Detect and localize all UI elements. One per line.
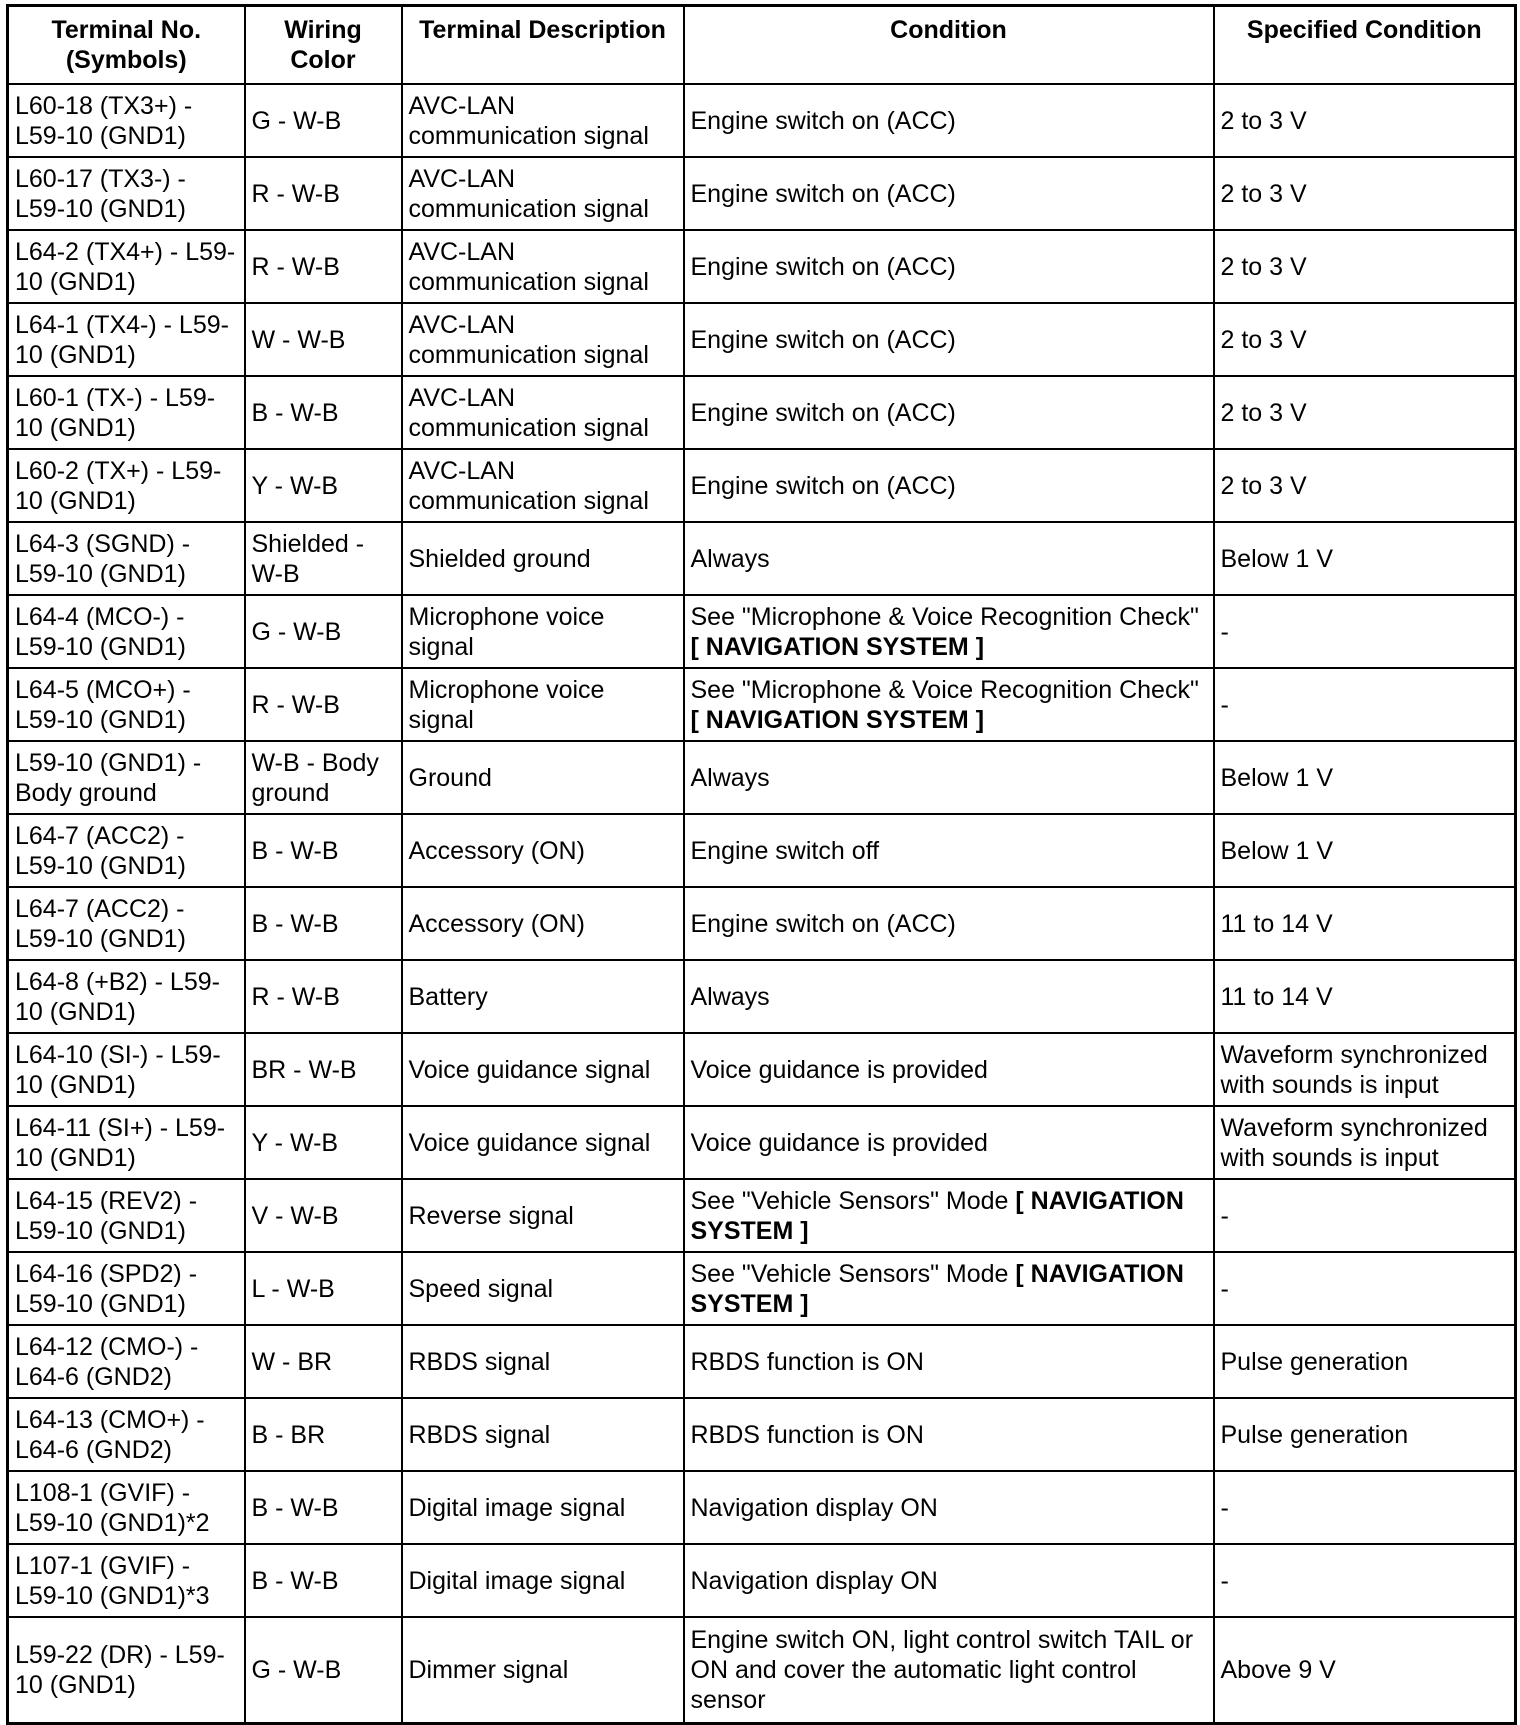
cell-wiring-color	[245, 1325, 402, 1398]
cell-description	[402, 814, 684, 887]
cell-terminal	[8, 814, 245, 887]
cell-wiring-color-text: B - W-B	[251, 909, 339, 938]
cell-terminal-text: L64-16 (SPD2) - L59-10 (GND1)	[15, 1259, 198, 1318]
table-row	[8, 1398, 1516, 1471]
cell-wiring-color	[245, 960, 402, 1033]
cell-terminal-text: L60-1 (TX-) - L59-10 (GND1)	[15, 383, 216, 442]
cell-description-text: AVC-LAN communication signal	[408, 164, 649, 223]
cell-condition	[684, 84, 1214, 157]
cell-wiring-color-text: W - W-B	[251, 325, 346, 354]
cell-terminal-text: L64-4 (MCO-) - L59-10 (GND1)	[15, 602, 186, 661]
cell-terminal-text: L59-10 (GND1) - Body ground	[15, 748, 202, 807]
cell-wiring-color	[245, 1471, 402, 1544]
cell-condition-text: See "Microphone & Voice Recognition Check"	[690, 602, 1199, 631]
cell-specified-condition-text: -	[1220, 1566, 1229, 1595]
cell-wiring-color-text: G - W-B	[251, 617, 342, 646]
cell-description-text: Dimmer signal	[408, 1656, 569, 1684]
cell-specified-condition	[1214, 1179, 1516, 1252]
cell-terminal	[8, 1325, 245, 1398]
cell-description-text: AVC-LAN communication signal	[408, 383, 649, 442]
cell-terminal	[8, 157, 245, 230]
table-row	[8, 230, 1516, 303]
cell-specified-condition-text: 11 to 14 V	[1220, 909, 1333, 938]
header-row	[8, 6, 1516, 85]
cell-terminal	[8, 1106, 245, 1179]
header-wiring-color: Wiring Color	[245, 6, 402, 85]
cell-condition	[684, 741, 1214, 814]
cell-specified-condition	[1214, 1398, 1516, 1471]
navigation-system-reference: [ NAVIGATION SYSTEM ]	[690, 705, 985, 734]
cell-wiring-color	[245, 449, 402, 522]
cell-condition-text: Always	[690, 763, 770, 792]
cell-wiring-color-text: Y - W-B	[251, 1128, 339, 1157]
table-row	[8, 1325, 1516, 1398]
cell-description	[402, 741, 684, 814]
cell-terminal	[8, 1398, 245, 1471]
table-row	[8, 960, 1516, 1033]
table-row	[8, 595, 1516, 668]
cell-condition	[684, 1033, 1214, 1106]
cell-wiring-color	[245, 595, 402, 668]
cell-description-text: Reverse signal	[408, 1201, 574, 1230]
cell-description-text: Speed signal	[408, 1274, 554, 1303]
cell-condition-text: Engine switch on (ACC)	[690, 325, 956, 354]
cell-wiring-color-text: B - W-B	[251, 1566, 339, 1595]
cell-description	[402, 668, 684, 741]
cell-description	[402, 1179, 684, 1252]
cell-condition	[684, 814, 1214, 887]
cell-specified-condition-text: Below 1 V	[1220, 763, 1334, 792]
cell-wiring-color-text: R - W-B	[251, 982, 340, 1011]
cell-condition	[684, 595, 1214, 668]
cell-terminal-text: L64-3 (SGND) - L59-10 (GND1)	[15, 529, 191, 588]
cell-condition	[684, 668, 1214, 741]
cell-wiring-color-text: W - BR	[251, 1347, 333, 1376]
cell-condition	[684, 449, 1214, 522]
cell-wiring-color	[245, 376, 402, 449]
cell-description	[402, 1544, 684, 1617]
cell-description-text: AVC-LAN communication signal	[408, 91, 649, 150]
cell-specified-condition-text: -	[1220, 617, 1229, 646]
cell-specified-condition	[1214, 668, 1516, 741]
cell-specified-condition	[1214, 595, 1516, 668]
cell-specified-condition-text: 2 to 3 V	[1220, 179, 1307, 208]
cell-terminal-text: L64-1 (TX4-) - L59-10 (GND1)	[15, 310, 229, 369]
cell-description	[402, 84, 684, 157]
cell-description-text: Accessory (ON)	[408, 836, 585, 865]
cell-specified-condition-text: 11 to 14 V	[1220, 982, 1333, 1011]
cell-wiring-color	[245, 1033, 402, 1106]
cell-condition-text: RBDS function is ON	[690, 1420, 924, 1449]
table-row	[8, 303, 1516, 376]
cell-condition	[684, 157, 1214, 230]
cell-condition	[684, 1398, 1214, 1471]
cell-description-text: RBDS signal	[408, 1420, 551, 1449]
cell-wiring-color-text: Shielded - W-B	[251, 529, 365, 588]
cell-description-text: Digital image signal	[408, 1566, 626, 1595]
cell-description-text: RBDS signal	[408, 1347, 551, 1376]
cell-specified-condition	[1214, 157, 1516, 230]
cell-terminal	[8, 960, 245, 1033]
cell-specified-condition	[1214, 741, 1516, 814]
cell-description	[402, 960, 684, 1033]
cell-terminal-text: L64-7 (ACC2) - L59-10 (GND1)	[15, 894, 186, 953]
cell-condition	[684, 303, 1214, 376]
cell-description	[402, 1325, 684, 1398]
table-body	[8, 84, 1516, 1724]
cell-wiring-color	[245, 157, 402, 230]
cell-wiring-color	[245, 1106, 402, 1179]
cell-terminal-text: L64-5 (MCO+) - L59-10 (GND1)	[15, 675, 191, 734]
cell-description	[402, 1471, 684, 1544]
cell-condition-text: Engine switch ON, light control switch TAIL or ON and cover the automatic light control sensor	[690, 1626, 1194, 1714]
cell-specified-condition-text: Below 1 V	[1220, 544, 1334, 573]
cell-specified-condition	[1214, 1544, 1516, 1617]
cell-terminal-text: L64-12 (CMO-) - L64-6 (GND2)	[15, 1332, 199, 1391]
cell-wiring-color	[245, 814, 402, 887]
cell-wiring-color-text: R - W-B	[251, 252, 340, 281]
cell-condition	[684, 887, 1214, 960]
cell-condition-text: Engine switch on (ACC)	[690, 398, 956, 427]
cell-terminal	[8, 449, 245, 522]
cell-condition	[684, 1179, 1214, 1252]
cell-specified-condition-text: -	[1220, 1493, 1229, 1522]
cell-wiring-color	[245, 1252, 402, 1325]
cell-condition-text: See "Microphone & Voice Recognition Check"	[690, 675, 1199, 704]
cell-condition-text: Engine switch on (ACC)	[690, 471, 956, 500]
cell-condition-text: Engine switch on (ACC)	[690, 179, 956, 208]
cell-description	[402, 1252, 684, 1325]
cell-terminal	[8, 1471, 245, 1544]
table-row	[8, 741, 1516, 814]
cell-terminal-text: L107-1 (GVIF) - L59-10 (GND1)*3	[15, 1551, 210, 1610]
cell-terminal-text: L64-7 (ACC2) - L59-10 (GND1)	[15, 821, 186, 880]
header-condition: Condition	[684, 6, 1214, 85]
cell-description-text: Voice guidance signal	[408, 1055, 651, 1084]
cell-specified-condition	[1214, 814, 1516, 887]
cell-terminal-text: L64-15 (REV2) - L59-10 (GND1)	[15, 1186, 198, 1245]
cell-description-text: Microphone voice signal	[408, 675, 605, 734]
cell-condition	[684, 1325, 1214, 1398]
cell-specified-condition	[1214, 1471, 1516, 1544]
cell-specified-condition-text: Waveform synchronized with sounds is input	[1220, 1113, 1488, 1172]
cell-description	[402, 1398, 684, 1471]
cell-condition	[684, 1471, 1214, 1544]
cell-condition-text: See "Vehicle Sensors" Mode	[690, 1259, 1009, 1288]
table-row	[8, 376, 1516, 449]
cell-terminal-text: L64-13 (CMO+) - L64-6 (GND2)	[15, 1405, 205, 1464]
cell-wiring-color-text: G - W-B	[251, 1656, 342, 1684]
cell-terminal	[8, 1252, 245, 1325]
cell-condition-text: Voice guidance is provided	[690, 1055, 988, 1084]
cell-terminal-text: L64-10 (SI-) - L59-10 (GND1)	[15, 1040, 221, 1099]
cell-specified-condition	[1214, 376, 1516, 449]
table-header	[8, 6, 1516, 85]
cell-terminal	[8, 1544, 245, 1617]
cell-wiring-color-text: B - BR	[251, 1420, 326, 1449]
cell-terminal-text: L60-17 (TX3-) - L59-10 (GND1)	[15, 164, 186, 223]
cell-specified-condition	[1214, 1252, 1516, 1325]
cell-specified-condition	[1214, 303, 1516, 376]
cell-specified-condition-text: Above 9 V	[1220, 1656, 1336, 1684]
cell-wiring-color-text: R - W-B	[251, 179, 340, 208]
cell-description-text: Digital image signal	[408, 1493, 626, 1522]
cell-specified-condition-text: Pulse generation	[1220, 1420, 1409, 1449]
cell-condition	[684, 1106, 1214, 1179]
cell-condition	[684, 1252, 1214, 1325]
cell-condition-text: See "Vehicle Sensors" Mode	[690, 1186, 1009, 1215]
cell-description-text: Battery	[408, 982, 488, 1011]
cell-wiring-color	[245, 1179, 402, 1252]
table-row	[8, 1106, 1516, 1179]
table-row	[8, 157, 1516, 230]
cell-description-text: Voice guidance signal	[408, 1128, 651, 1157]
cell-wiring-color-text: G - W-B	[251, 106, 342, 135]
cell-condition	[684, 1544, 1214, 1617]
cell-wiring-color	[245, 230, 402, 303]
cell-specified-condition	[1214, 1106, 1516, 1179]
cell-terminal-text: L64-2 (TX4+) - L59-10 (GND1)	[15, 237, 236, 296]
cell-wiring-color	[245, 887, 402, 960]
cell-wiring-color	[245, 84, 402, 157]
navigation-system-reference: [ NAVIGATION SYSTEM ]	[690, 632, 985, 661]
cell-description	[402, 522, 684, 595]
terminal-specification-table	[6, 4, 1517, 1725]
terminal-table-container	[6, 4, 1514, 1725]
cell-terminal	[8, 595, 245, 668]
cell-description-text: Shielded ground	[408, 544, 591, 573]
cell-description-text: Accessory (ON)	[408, 909, 585, 938]
cell-specified-condition	[1214, 960, 1516, 1033]
cell-wiring-color-text: W-B - Body ground	[251, 748, 379, 807]
cell-terminal-text: L59-22 (DR) - L59-10 (GND1)	[15, 1641, 225, 1699]
cell-terminal	[8, 887, 245, 960]
table-row	[8, 1471, 1516, 1544]
cell-wiring-color-text: B - W-B	[251, 836, 339, 865]
cell-description	[402, 887, 684, 960]
cell-description	[402, 1033, 684, 1106]
cell-terminal-text: L64-11 (SI+) - L59-10 (GND1)	[15, 1113, 226, 1172]
cell-terminal	[8, 1179, 245, 1252]
cell-wiring-color	[245, 1398, 402, 1471]
cell-wiring-color-text: B - W-B	[251, 398, 339, 427]
cell-wiring-color	[245, 741, 402, 814]
cell-wiring-color-text: B - W-B	[251, 1493, 339, 1522]
cell-wiring-color	[245, 522, 402, 595]
cell-terminal	[8, 1033, 245, 1106]
cell-terminal	[8, 303, 245, 376]
cell-condition-text: Engine switch off	[690, 836, 880, 865]
cell-condition-text: Navigation display ON	[690, 1566, 938, 1595]
cell-terminal	[8, 84, 245, 157]
cell-terminal-text: L60-18 (TX3+) - L59-10 (GND1)	[15, 91, 193, 150]
cell-specified-condition-text: Waveform synchronized with sounds is input	[1220, 1040, 1488, 1099]
cell-specified-condition-text: -	[1220, 1274, 1229, 1303]
cell-specified-condition-text: -	[1220, 1201, 1229, 1230]
cell-wiring-color	[245, 1544, 402, 1617]
cell-description	[402, 449, 684, 522]
cell-condition-text: Engine switch on (ACC)	[690, 252, 956, 281]
cell-description	[402, 595, 684, 668]
cell-condition-text: RBDS function is ON	[690, 1347, 924, 1376]
cell-specified-condition	[1214, 230, 1516, 303]
cell-terminal	[8, 522, 245, 595]
cell-wiring-color-text: L - W-B	[251, 1274, 335, 1303]
table-row	[8, 449, 1516, 522]
cell-terminal-text: L60-2 (TX+) - L59-10 (GND1)	[15, 456, 222, 515]
table-row	[8, 522, 1516, 595]
cell-wiring-color-text: Y - W-B	[251, 471, 339, 500]
table-row	[8, 814, 1516, 887]
table-row	[8, 1252, 1516, 1325]
cell-description-text: Ground	[408, 763, 492, 792]
cell-condition-text: Always	[690, 544, 770, 573]
cell-description	[402, 230, 684, 303]
cell-terminal-text: L108-1 (GVIF) - L59-10 (GND1)*2	[15, 1478, 210, 1537]
cell-specified-condition-text: 2 to 3 V	[1220, 325, 1307, 354]
cell-specified-condition-text: 2 to 3 V	[1220, 106, 1307, 135]
cell-condition-text: Engine switch on (ACC)	[690, 909, 956, 938]
cell-description-text: AVC-LAN communication signal	[408, 237, 649, 296]
table-row	[8, 668, 1516, 741]
cell-description	[402, 1106, 684, 1179]
cell-description-text: AVC-LAN communication signal	[408, 310, 649, 369]
cell-condition	[684, 960, 1214, 1033]
cell-condition	[684, 376, 1214, 449]
cell-specified-condition-text: 2 to 3 V	[1220, 252, 1307, 281]
navigation-system-reference: [ NAVIGATION SYSTEM ]	[690, 1186, 1184, 1245]
cell-condition-text: Engine switch on (ACC)	[690, 106, 956, 135]
cell-terminal	[8, 741, 245, 814]
cell-specified-condition	[1214, 1033, 1516, 1106]
cell-description-text: Microphone voice signal	[408, 602, 605, 661]
cell-specified-condition-text: Below 1 V	[1220, 836, 1334, 865]
cell-condition	[684, 230, 1214, 303]
cell-description-text: AVC-LAN communication signal	[408, 456, 649, 515]
cell-specified-condition	[1214, 449, 1516, 522]
cell-specified-condition	[1214, 1325, 1516, 1398]
cell-terminal	[8, 668, 245, 741]
cell-specified-condition-text: -	[1220, 690, 1229, 719]
cell-specified-condition	[1214, 522, 1516, 595]
header-specified-condition: Specified Condition	[1214, 6, 1516, 85]
navigation-system-reference: [ NAVIGATION SYSTEM ]	[690, 1259, 1184, 1318]
cell-specified-condition	[1214, 887, 1516, 960]
table-row	[8, 887, 1516, 960]
cell-specified-condition	[1214, 84, 1516, 157]
cell-condition-text: Navigation display ON	[690, 1493, 938, 1522]
cell-description	[402, 376, 684, 449]
cell-wiring-color-text: V - W-B	[251, 1201, 339, 1230]
cell-condition-text: Voice guidance is provided	[690, 1128, 988, 1157]
cell-specified-condition-text: Pulse generation	[1220, 1347, 1409, 1376]
cell-description	[402, 157, 684, 230]
cell-wiring-color-text: BR - W-B	[251, 1055, 357, 1084]
cell-condition	[684, 522, 1214, 595]
table-row	[8, 84, 1516, 157]
header-terminal: Terminal No. (Symbols)	[8, 6, 245, 85]
table-row	[8, 1179, 1516, 1252]
cell-terminal	[8, 230, 245, 303]
cell-wiring-color	[245, 303, 402, 376]
cell-specified-condition-text: 2 to 3 V	[1220, 398, 1307, 427]
cell-terminal	[8, 376, 245, 449]
header-terminal-description: Terminal Description	[402, 6, 684, 85]
cell-specified-condition-text: 2 to 3 V	[1220, 471, 1307, 500]
cell-terminal-text: L64-8 (+B2) - L59-10 (GND1)	[15, 967, 220, 1026]
cell-wiring-color	[245, 668, 402, 741]
cell-wiring-color-text: R - W-B	[251, 690, 340, 719]
table-row	[8, 1033, 1516, 1106]
cell-description	[402, 303, 684, 376]
table-row	[8, 1544, 1516, 1617]
cell-condition-text: Always	[690, 982, 770, 1011]
